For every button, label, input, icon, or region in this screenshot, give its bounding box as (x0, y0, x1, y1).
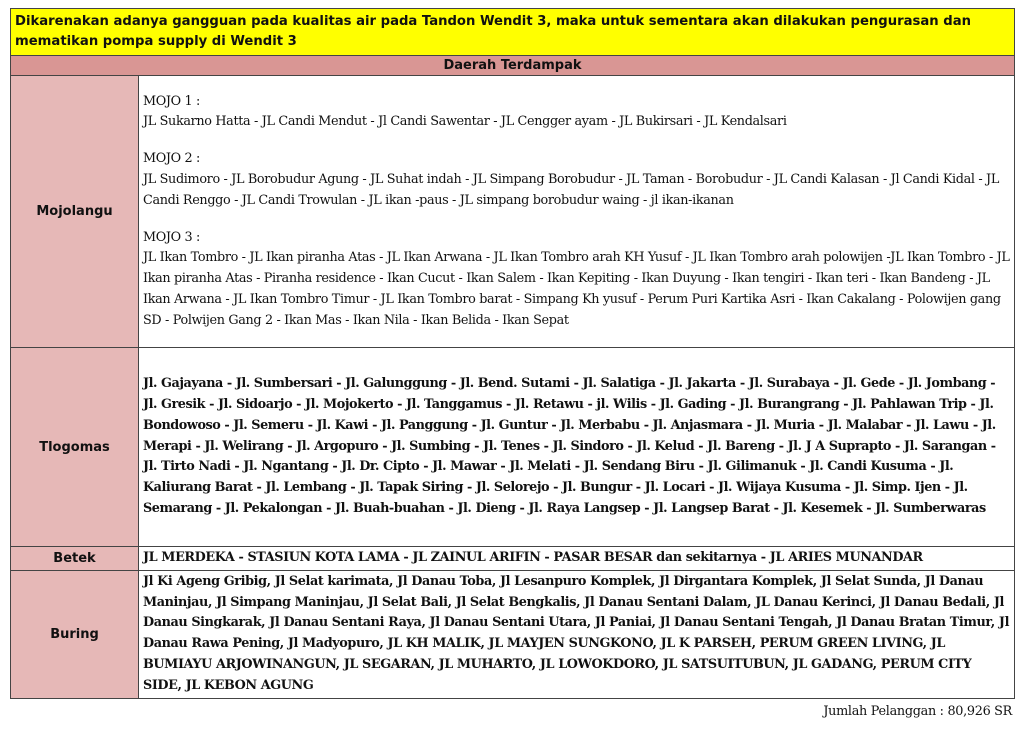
table-row (11, 76, 1015, 348)
region-cell-betek: Betek (11, 547, 139, 571)
mojo3-streets: JL Ikan Tombro - JL Ikan piranha Atas - JL Ikan Arwana - JL Ikan Tombro arah KH Yusuf - JL Ikan Tombro arah polowijen -JL Ikan Tombro - JL Ikan piranha Atas - Piranha residence - Ikan Cucut - Ikan Salem - Ikan Kepiting - Ikan Duyung - Ikan tengiri - Ikan teri - Ikan Bandeng - JL Ikan Arwana - JL Ikan Tombro Timur - JL Ikan Tombro barat - Simpang Kh yusuf - Perum Puri Kartika Asri - Ikan Cakalang - Polowijen gang SD - Polwijen Gang 2 - Ikan Mas - Ikan Nila - Ikan Belida - Ikan Sepat (143, 250, 1010, 328)
table-row (11, 547, 1015, 571)
areas-cell-tlogomas (139, 348, 1015, 547)
region-cell-tlogomas: Tlogomas (11, 348, 139, 547)
areas-cell-betek (139, 547, 1015, 571)
mojo2-streets: JL Sudimoro - JL Borobudur Agung - JL Suhat indah - JL Simpang Borobudur - JL Taman - Borobudur - JL Candi Kalasan - Jl Candi Kidal - JL Candi Renggo - JL Candi Trowulan - JL ikan -paus - JL simpang borobudur waing - jl ikan-ikanan (143, 171, 999, 208)
region-cell-mojolangu: Mojolangu (11, 76, 139, 348)
areas-cell-mojolangu (139, 76, 1015, 348)
spacer (143, 133, 1011, 149)
table-row (11, 348, 1015, 547)
mojo1-streets: JL Sukarno Hatta - JL Candi Mendut - Jl Candi Sawentar - JL Cengger ayam - JL Bukirsari - JL Kendalsari (143, 114, 787, 130)
table-header: Daerah Terdampak (11, 56, 1015, 76)
notice-banner (11, 9, 1015, 56)
notice-row (11, 9, 1015, 56)
table-row (11, 570, 1015, 698)
mojo2-title: MOJO 2 : (143, 151, 201, 167)
areas-cell-buring (139, 570, 1015, 698)
spacer (143, 212, 1011, 228)
mojo1-title: MOJO 1 : (143, 93, 201, 109)
region-cell-buring: Buring (11, 570, 139, 698)
mojo3-title: MOJO 3 : (143, 229, 201, 245)
tlogomas-streets: Jl. Gajayana - Jl. Sumbersari - Jl. Galunggung - Jl. Bend. Sutami - Jl. Salatiga - Jl. Jakarta - Jl. Surabaya - Jl. Gede - Jl. Jombang - Jl. Gresik - Jl. Sidoarjo - Jl. Mojokerto - Jl. Tanggamus - Jl. Retawu - jl. Wilis - Jl. Gading - Jl. Burangrang - Jl. Pahlawan Trip - Jl. Bondowoso - Jl. Semeru - Jl. Kawi - Jl. Panggung - Jl. Guntur - Jl. Merbabu - Jl. Anjasmara - Jl. Muria - Jl. Malabar - Jl. Lawu - Jl. Merapi - Jl. Welirang - Jl. Argopuro - Jl. Sumbing - Jl. Tenes - Jl. Sindoro - Jl. Kelud - Jl. Bareng - Jl. J A Suprapto - Jl. Sarangan - Jl. Tirto Nadi - Jl. Ngantang - Jl. Dr. Cipto - Jl. Mawar - Jl. Melati - Jl. Sendang Biru - Jl. Gilimanuk - Jl. Candi Kusuma - Jl. Kaliurang Barat - Jl. Lembang - Jl. Tapak Siring - Jl. Selorejo - Jl. Bungur - Jl. Locari - Jl. Wijaya Kusuma - Jl. Simp. Ijen - Jl. Semarang - Jl. Pekalongan - Jl. Buah-buahan - Jl. Dieng - Jl. Raya Langsep - Jl. Langsep Barat - Jl. Kesemek - Jl. Sumberwaras (143, 376, 996, 516)
buring-streets: Jl Ki Ageng Gribig, Jl Selat karimata, Jl Danau Toba, Jl Lesanpuro Komplek, Jl Dirgantara Komplek, Jl Selat Sunda, Jl Danau Maninjau, Jl Simpang Maninjau, Jl Selat Bali, Jl Selat Bengkalis, Jl Danau Sentani Dalam, JL Danau Kerinci, Jl Danau Bedali, Jl Danau Singkarak, Jl Danau Sentani Raya, Jl Danau Sentani Utara, Jl Paniai, Jl Danau Sentani Tengah, Jl Danau Bratan Timur, Jl Danau Rawa Pening, Jl Madyopuro, JL KH MALIK, JL MAYJEN SUNGKONO, JL K PARSEH, PERUM GREEN LIVING, JL BUMIAYU ARJOWINANGUN, JL SEGARAN, JL MUHARTO, JL LOWOKDORO, JL SATSUITUBUN, JL GADANG, PERUM CITY SIDE, JL KEBON AGUNG (143, 573, 1010, 693)
table-header-row (11, 56, 1015, 76)
notice-line-1: Dikarenakan adanya gangguan pada kualitas air pada Tandon Wendit 3, maka untuk sementara akan dilakukan pengurasan dan (15, 14, 971, 29)
customer-count: Jumlah Pelanggan : 80,926 SR (823, 704, 1012, 719)
affected-areas-table (10, 8, 1015, 699)
announcement-sheet (10, 8, 1014, 699)
betek-streets: JL MERDEKA - STASIUN KOTA LAMA - JL ZAINUL ARIFIN - PASAR BESAR dan sekitarnya - JL ARIES MUNANDAR (143, 550, 923, 565)
notice-line-2: mematikan pompa supply di Wendit 3 (15, 34, 297, 49)
